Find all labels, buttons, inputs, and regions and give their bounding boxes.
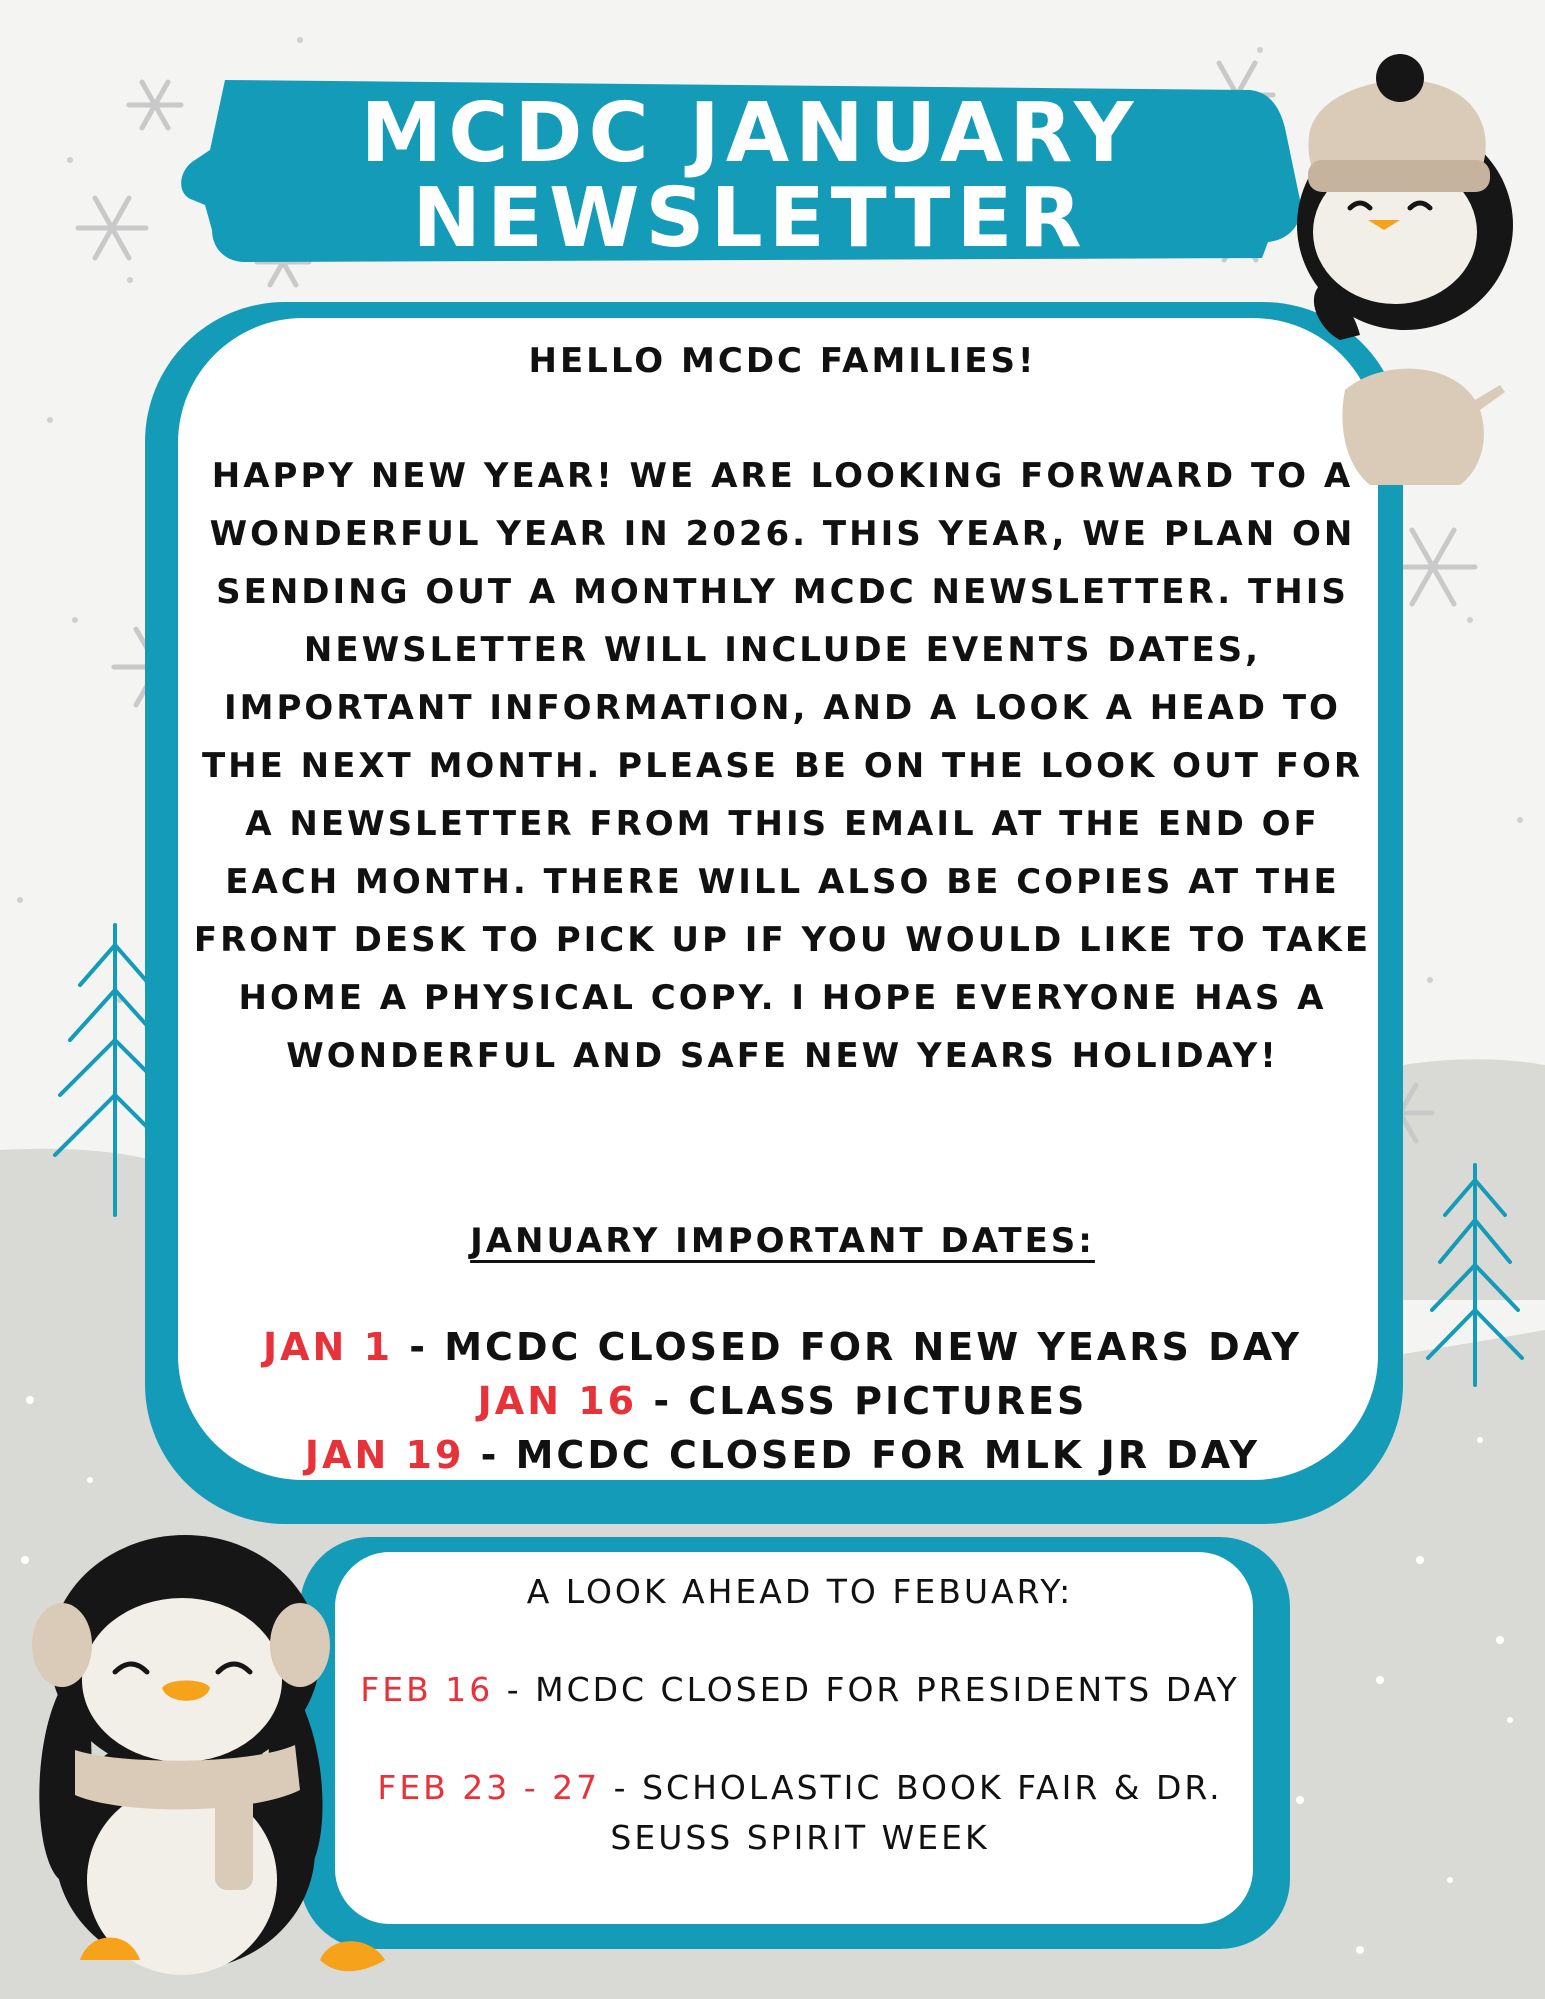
intro-paragraph: HAPPY NEW YEAR! WE ARE LOOKING FORWARD TO A WONDERFUL YEAR IN 2026. THIS YEAR, WE PLAN ON SENDING OUT A MONTHLY MCDC NEWSLETTER. THIS NEWSLETTER WILL INCLUDE EVENTS DATES, IMPORTANT INFORMATION, AND A LOOK A HEAD TO THE NEXT MONTH. PLEASE BE ON THE LOOK OUT FOR A NEWSLETTER FROM THIS EMAIL AT THE END OF EACH MONTH. THERE WILL ALSO BE COPIES AT THE FRONT DESK TO PICK UP IF YOU WOULD LIKE TO TAKE HOME A PHYSICAL COPY. I HOPE EVERYONE HAS A WONDERFUL AND SAFE NEW YEARS HOLIDAY! bbox=[193, 456, 1372, 1076]
feb-date-label: FEB 23 - 27 bbox=[377, 1768, 601, 1807]
dates-heading: JANUARY IMPORTANT DATES: bbox=[470, 1221, 1095, 1261]
date-item bbox=[190, 1428, 1375, 1482]
date-event: - MCDC CLOSED FOR MLK JR DAY bbox=[464, 1433, 1261, 1477]
feb-date-label: FEB 16 bbox=[360, 1670, 494, 1709]
date-item bbox=[190, 1374, 1375, 1428]
feb-heading: A LOOK AHEAD TO FEBUARY: bbox=[526, 1572, 1074, 1611]
feb-item bbox=[350, 1763, 1250, 1863]
snowflake-icon bbox=[1391, 530, 1475, 604]
date-event: - MCDC CLOSED FOR NEW YEARS DAY bbox=[393, 1325, 1302, 1369]
date-label: JAN 19 bbox=[304, 1433, 465, 1477]
title-line-2: NEWSLETTER bbox=[412, 171, 1088, 266]
date-label: JAN 16 bbox=[477, 1379, 638, 1423]
date-event: - CLASS PICTURES bbox=[637, 1379, 1088, 1423]
date-item bbox=[190, 1320, 1375, 1374]
feb-event: - MCDC CLOSED FOR PRESIDENTS DAY bbox=[493, 1670, 1240, 1709]
date-label: JAN 1 bbox=[262, 1325, 394, 1369]
snowflake-icon bbox=[78, 198, 146, 258]
feb-item bbox=[350, 1665, 1250, 1715]
title-line-1: MCDC JANUARY bbox=[360, 86, 1140, 181]
greeting: HELLO MCDC FAMILIES! bbox=[528, 341, 1037, 381]
snowflake-icon bbox=[129, 82, 181, 128]
feb-event: - SCHOLASTIC BOOK FAIR & DR. SEUSS SPIRIT WEEK bbox=[600, 1768, 1223, 1857]
